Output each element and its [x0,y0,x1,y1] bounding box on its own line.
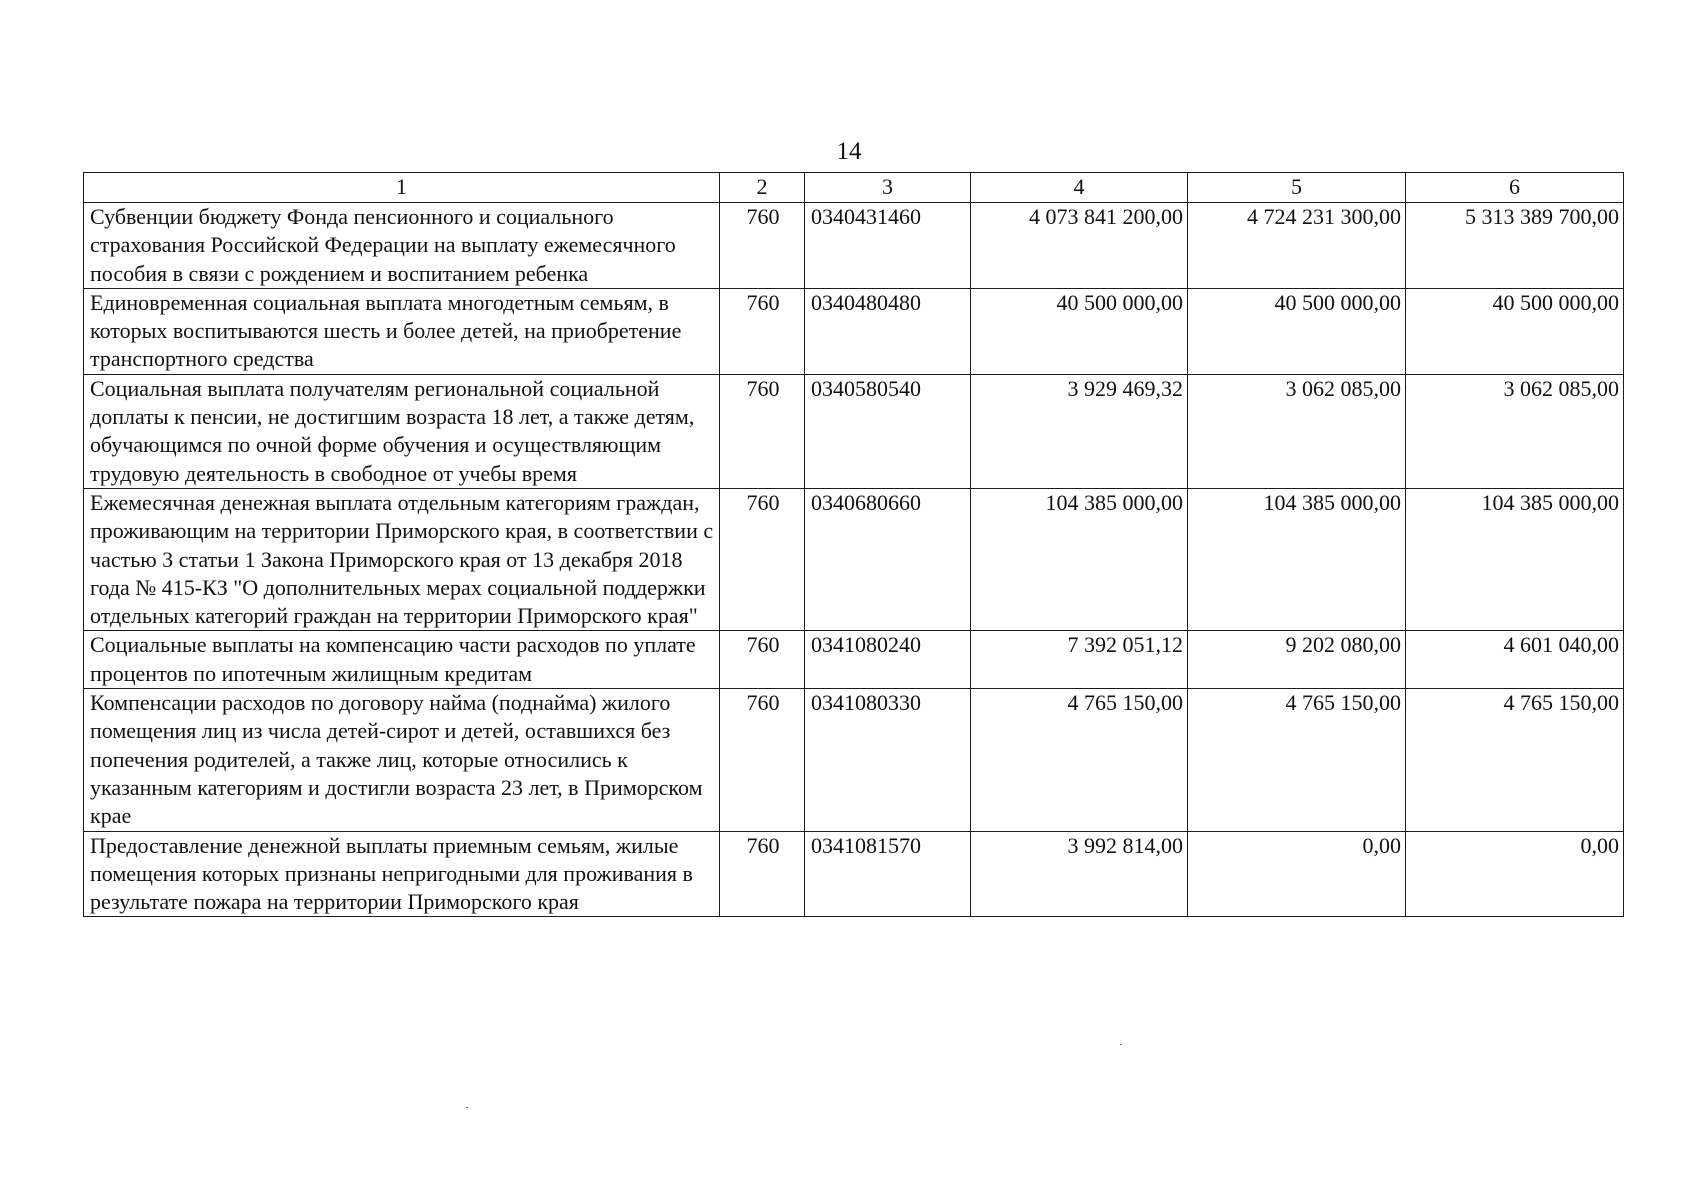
table-row [84,374,1624,488]
row-description: Единовременная социальная выплата многодетным семьям, в которых воспитываются шесть и более детей, на приобретение транспортного средства [84,288,720,374]
page-number: 14 [836,138,862,165]
row-amount-col6: 40 500 000,00 [1406,288,1624,374]
row-grbs-code: 760 [720,288,805,374]
row-amount-col4: 3 929 469,32 [971,374,1188,488]
row-amount-col6: 5 313 389 700,00 [1406,203,1624,289]
row-amount-col4: 4 073 841 200,00 [971,203,1188,289]
row-description: Компенсации расходов по договору найма (поднайма) жилого помещения лиц из числа детей-сирот и детей, оставшихся без попечения родителей, а также лиц, которые относились к указанным категориям и достигли возраста 23 лет, в Приморском крае [84,689,720,831]
table-row [84,631,1624,689]
table-row [84,689,1624,831]
row-description: Ежемесячная денежная выплата отдельным категориям граждан, проживающим на территории Приморского края, в соответствии с частью 3 статьи 1 Закона Приморского края от 13 декабря 2018 года № 415-КЗ "О дополнительных мерах социальной поддержки отдельных категорий граждан на территории Приморского края" [84,488,720,630]
row-amount-col4: 4 765 150,00 [971,689,1188,831]
column-header-4: 4 [971,173,1188,203]
row-target-code: 0340431460 [805,203,971,289]
column-header-5: 5 [1188,173,1406,203]
row-grbs-code: 760 [720,631,805,689]
column-header-6: 6 [1406,173,1624,203]
row-target-code: 0340480480 [805,288,971,374]
row-amount-col6: 3 062 085,00 [1406,374,1624,488]
row-grbs-code: 760 [720,374,805,488]
row-description: Социальные выплаты на компенсацию части расходов по уплате процентов по ипотечным жилищным кредитам [84,631,720,689]
row-amount-col6: 0,00 [1406,831,1624,917]
row-amount-col6: 4 601 040,00 [1406,631,1624,689]
row-target-code: 0340580540 [805,374,971,488]
row-amount-col5: 3 062 085,00 [1188,374,1406,488]
row-grbs-code: 760 [720,689,805,831]
row-grbs-code: 760 [720,488,805,630]
row-target-code: 0341080240 [805,631,971,689]
row-description: Предоставление денежной выплаты приемным семьям, жилые помещения которых признаны непригодными для проживания в результате пожара на территории Приморского края [84,831,720,917]
budget-table [83,172,1624,917]
row-amount-col5: 4 765 150,00 [1188,689,1406,831]
row-amount-col5: 0,00 [1188,831,1406,917]
row-amount-col5: 104 385 000,00 [1188,488,1406,630]
scan-speck [466,1107,468,1108]
row-amount-col5: 9 202 080,00 [1188,631,1406,689]
row-amount-col4: 104 385 000,00 [971,488,1188,630]
row-target-code: 0341081570 [805,831,971,917]
row-amount-col4: 3 992 814,00 [971,831,1188,917]
column-header-2: 2 [720,173,805,203]
column-header-3: 3 [805,173,971,203]
row-amount-col5: 4 724 231 300,00 [1188,203,1406,289]
table-row [84,288,1624,374]
row-amount-col4: 40 500 000,00 [971,288,1188,374]
row-amount-col6: 4 765 150,00 [1406,689,1624,831]
row-grbs-code: 760 [720,203,805,289]
row-target-code: 0341080330 [805,689,971,831]
row-grbs-code: 760 [720,831,805,917]
scan-speck [1120,1044,1122,1045]
table-row [84,488,1624,630]
row-target-code: 0340680660 [805,488,971,630]
row-amount-col6: 104 385 000,00 [1406,488,1624,630]
header-row [84,173,1624,203]
table-row [84,203,1624,289]
row-amount-col4: 7 392 051,12 [971,631,1188,689]
row-amount-col5: 40 500 000,00 [1188,288,1406,374]
row-description: Субвенции бюджету Фонда пенсионного и социального страхования Российской Федерации на выплату ежемесячного пособия в связи с рождением и воспитанием ребенка [84,203,720,289]
column-header-1: 1 [84,173,720,203]
table-row [84,831,1624,917]
row-description: Социальная выплата получателям региональной социальной доплаты к пенсии, не достигшим возраста 18 лет, а также детям, обучающимся по очной форме обучения и осуществляющим трудовую деятельность в свободное от учебы время [84,374,720,488]
